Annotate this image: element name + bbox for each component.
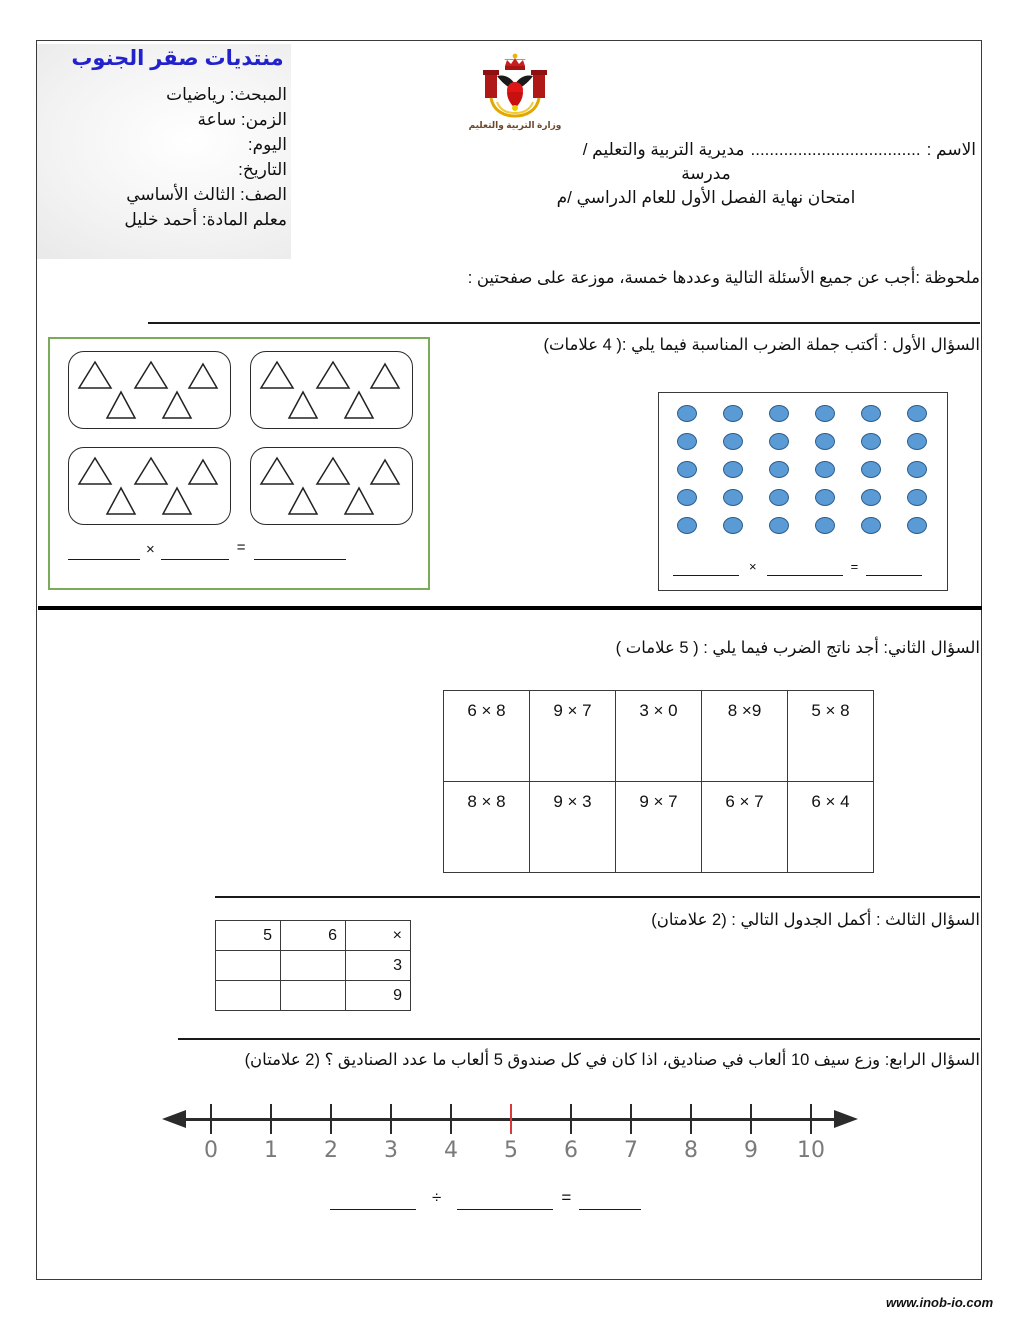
info-time: الزمن: ساعة <box>197 110 287 129</box>
q4-equals: = <box>561 1188 572 1207</box>
q3-header-cell: 6 <box>281 921 346 951</box>
dot <box>769 489 789 506</box>
info-teacher: معلم المادة: أحمد خليل <box>124 210 287 229</box>
number-line-tick <box>270 1104 272 1134</box>
number-line-tick <box>810 1104 812 1134</box>
dot <box>677 433 697 450</box>
q1-equals: = <box>236 539 246 556</box>
q1-triangles-answer-row <box>68 539 346 560</box>
footer-website-url[interactable]: www.inob-io.com <box>886 1295 994 1310</box>
number-line-label: 10 <box>797 1138 825 1163</box>
dot <box>769 461 789 478</box>
number-line-label: 9 <box>744 1138 758 1163</box>
q4-blank-c[interactable] <box>579 1195 641 1210</box>
divider-above-q1 <box>148 322 980 324</box>
dot <box>769 517 789 534</box>
question-2-text: السؤال الثاني: أجد ناتج الضرب فيما يلي : ( 5 علامات ) <box>615 639 980 657</box>
table-row <box>444 691 874 782</box>
number-line <box>150 1090 870 1180</box>
dot <box>861 433 881 450</box>
q2-cell[interactable]: 8 ×9 <box>702 691 788 782</box>
number-line-label: 0 <box>204 1138 218 1163</box>
triangle-group <box>68 351 231 429</box>
q1-blank-a[interactable] <box>68 545 140 560</box>
q1-dots-blank-a[interactable] <box>673 561 739 576</box>
dot <box>815 461 835 478</box>
q1-dots-answer-row <box>673 559 922 576</box>
triangle-group <box>68 447 231 525</box>
number-line-label: 1 <box>264 1138 278 1163</box>
q3-answer-cell[interactable] <box>281 951 346 981</box>
dot <box>907 461 927 478</box>
table-row <box>216 981 411 1011</box>
question-1-text: السؤال الأول : أكتب جملة الضرب المناسبة فيما يلي :( 4 علامات) <box>543 336 980 354</box>
number-line-tick <box>630 1104 632 1134</box>
q1-triangle-panel <box>48 337 430 590</box>
directorate-label: مديرية التربية والتعليم / <box>582 140 745 159</box>
dot <box>677 461 697 478</box>
q2-cell[interactable]: 9 × 7 <box>616 782 702 873</box>
forum-watermark: منتديات صقر الجنوب <box>71 47 284 70</box>
q2-cell[interactable]: 5 × 8 <box>788 691 874 782</box>
dot <box>677 489 697 506</box>
dot <box>907 405 927 422</box>
q1-blank-b[interactable] <box>161 545 229 560</box>
number-line-tick <box>690 1104 692 1134</box>
number-line-label: 7 <box>624 1138 638 1163</box>
q3-header-cell: 5 <box>216 921 281 951</box>
dot <box>861 405 881 422</box>
q2-cell[interactable]: 9 × 3 <box>530 782 616 873</box>
q1-dots-blank-c[interactable] <box>866 561 922 576</box>
q2-cell[interactable]: 8 × 8 <box>444 782 530 873</box>
arrow-right-icon <box>834 1110 858 1128</box>
divider-above-q4 <box>178 1038 980 1040</box>
q2-cell[interactable]: 6 × 7 <box>702 782 788 873</box>
number-line-tick <box>450 1104 452 1134</box>
dot <box>861 489 881 506</box>
q3-header-cell: × <box>346 921 411 951</box>
dot <box>723 489 743 506</box>
q3-grid-table <box>215 920 411 1011</box>
number-line-label: 4 <box>444 1138 458 1163</box>
triangle-group <box>250 447 413 525</box>
table-row <box>444 782 874 873</box>
number-line-label: 5 <box>504 1138 518 1163</box>
dot <box>815 489 835 506</box>
divider-below-q1 <box>38 606 982 610</box>
q1-operator: × <box>146 541 155 558</box>
q2-cell[interactable]: 6 × 8 <box>444 691 530 782</box>
number-line-tick <box>330 1104 332 1134</box>
q2-multiplication-table <box>443 690 874 873</box>
q4-operator: ÷ <box>432 1188 442 1207</box>
dot <box>861 517 881 534</box>
number-line-tick <box>570 1104 572 1134</box>
q3-answer-cell[interactable] <box>216 981 281 1011</box>
q2-cell[interactable]: 3 × 0 <box>616 691 702 782</box>
exam-title: امتحان نهاية الفصل الأول للعام الدراسي /م <box>556 188 856 207</box>
number-line-label: 8 <box>684 1138 698 1163</box>
dot <box>723 433 743 450</box>
info-date: التاريخ: <box>238 160 287 179</box>
number-line-tick-highlight <box>510 1104 512 1134</box>
q1-dots-equals: = <box>850 559 859 574</box>
number-line-label: 6 <box>564 1138 578 1163</box>
q4-blank-a[interactable] <box>330 1195 416 1210</box>
school-label: مدرسة <box>681 164 731 183</box>
info-day: اليوم: <box>247 135 287 154</box>
dot <box>677 517 697 534</box>
dot <box>907 517 927 534</box>
divider-above-q3 <box>215 896 980 898</box>
dot <box>815 433 835 450</box>
dot <box>907 433 927 450</box>
q3-answer-cell[interactable] <box>216 951 281 981</box>
number-line-label: 3 <box>384 1138 398 1163</box>
triangle-group <box>250 351 413 429</box>
q1-dots-blank-b[interactable] <box>767 561 843 576</box>
number-line-tick <box>750 1104 752 1134</box>
dot <box>861 461 881 478</box>
dot <box>769 405 789 422</box>
question-3-text: السؤال الثالث : أكمل الجدول التالي : (2 علامتان) <box>651 911 980 929</box>
dot <box>815 517 835 534</box>
jordan-emblem-icon <box>455 52 575 144</box>
exam-note: ملحوظة :أجب عن جميع الأسئلة التالية وعددها خمسة، موزعة على صفحتين : <box>467 269 980 287</box>
name-dots-blank[interactable]: .................................... <box>750 140 921 159</box>
emblem-basmala-text: ــــــــــ <box>504 54 526 62</box>
q3-row-label: 3 <box>346 951 411 981</box>
number-line-label: 2 <box>324 1138 338 1163</box>
name-label: الاسم : <box>926 140 976 159</box>
q1-dots-panel <box>658 392 948 591</box>
q3-answer-cell[interactable] <box>281 981 346 1011</box>
dot <box>723 461 743 478</box>
student-name-line <box>436 140 976 160</box>
q4-blank-b[interactable] <box>457 1195 553 1210</box>
dot <box>907 489 927 506</box>
question-4-text: السؤال الرابع: وزع سيف 10 ألعاب في صناديق، اذا كان في كل صندوق 5 ألعاب ما عدد الصناديق ؟ (2 علامتان) <box>244 1051 980 1069</box>
dot <box>723 405 743 422</box>
info-grade: الصف: الثالث الأساسي <box>126 185 287 204</box>
info-subject: المبحث: رياضيات <box>166 85 287 104</box>
dot <box>815 405 835 422</box>
dot <box>677 405 697 422</box>
number-line-tick <box>390 1104 392 1134</box>
number-line-tick <box>210 1104 212 1134</box>
q3-row-label: 9 <box>346 981 411 1011</box>
emblem-ministry-label: وزارة التربية والتعليم <box>468 120 562 130</box>
arrow-left-icon <box>162 1110 186 1128</box>
table-row <box>216 951 411 981</box>
dot <box>723 517 743 534</box>
exam-header-block <box>436 140 976 208</box>
q2-cell[interactable]: 6 × 4 <box>788 782 874 873</box>
table-row <box>216 921 411 951</box>
exam-info-lines <box>37 82 287 232</box>
q1-blank-c[interactable] <box>254 545 346 560</box>
q4-answer-row <box>330 1188 641 1210</box>
q1-dots-operator: × <box>749 559 757 574</box>
q2-cell[interactable]: 9 × 7 <box>530 691 616 782</box>
dot <box>769 433 789 450</box>
